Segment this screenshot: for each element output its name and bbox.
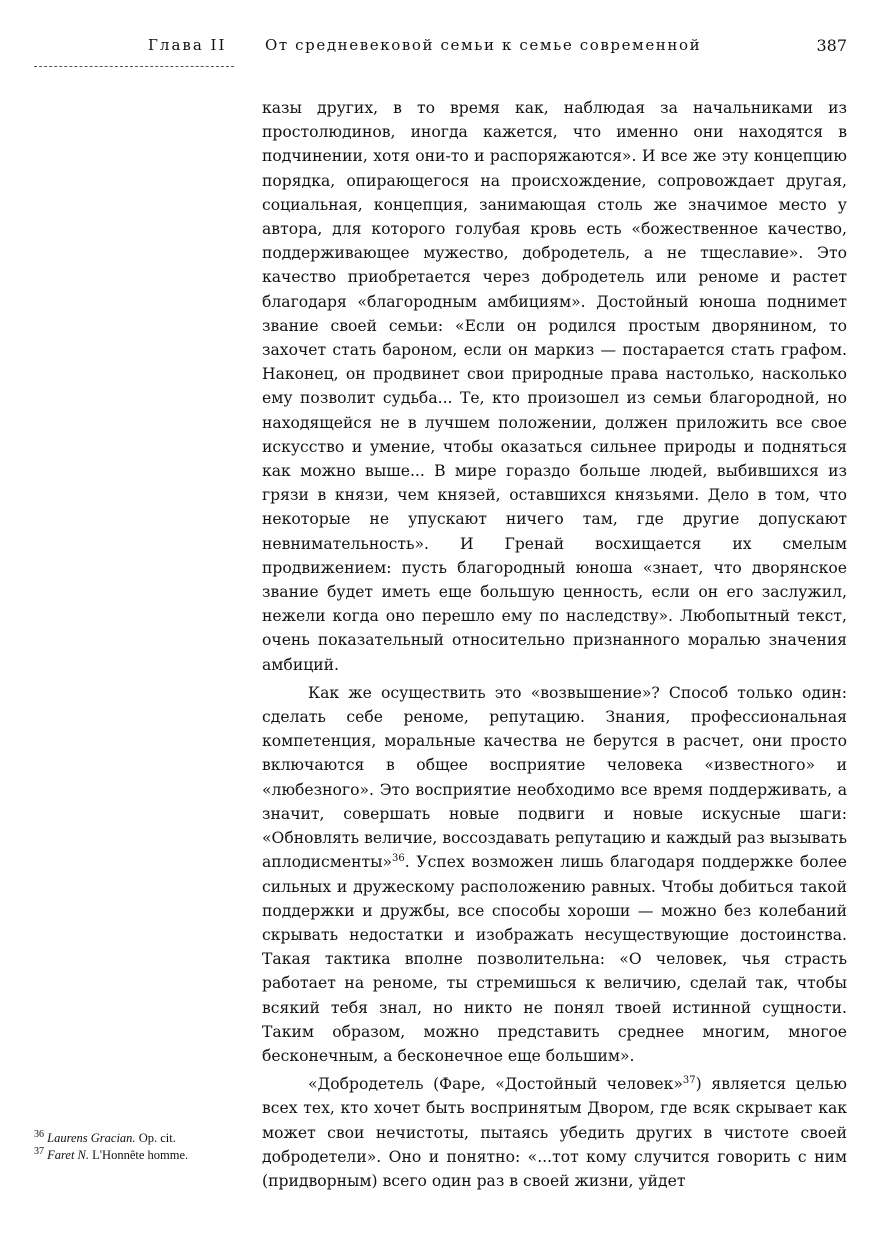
- footnote-number: 37: [34, 1145, 44, 1157]
- paragraph: [262, 681, 847, 1068]
- header-divider: [34, 66, 234, 67]
- footnote: [34, 1130, 254, 1147]
- paragraph-text: ) является целью всех тех, кто хочет быть воспринятым Двором, где всяк скрывает как может свои нечистоты, пытаясь убедить других в чистоте своей добродетели». Оно и понятно: «...тот кому случится говорить с ним (придворным) всего один раз в своей жизни, уйдет: [262, 1075, 847, 1190]
- paragraph-text: казы других, в то время как, наблюдая за начальниками из простолюдинов, иногда кажется, что именно они находятся в подчинении, хотя они-то и распоряжаются». И все же эту концепцию порядка, опирающегося на происхождение, сопровождает другая, социальная, концепция, занимающая столь же значимое место у автора, для которого голубая кровь есть «божественное качество, поддерживающее мужество, добродетель, а не тщеславие». Это качество приобретается через добродетель или реноме и растет благодаря «благородным амбициям». Достойный юноша поднимет звание своей семьи: «Если он родился простым дворянином, то захочет стать бароном, если он маркиз — постарается стать графом. Наконец, он продвинет свои природные права настолько, насколько ему позволит судьба... Те, кто произошел из семьи благородной, но находящейся не в лучшем положении, должен приложить все свое искусство и умение, чтобы оказаться сильнее природы и подняться как можно выше... В мире гораздо больше людей, выбившихся из грязи в князи, чем князей, оставшихся князьями. Дело в том, что некоторые не упускают ничего там, где другие допускают невнимательность». И Гренай восхищается их смелым продвижением: пусть благородный юноша «знает, что дворянское звание будет иметь еще большую ценность, если он его заслужил, нежели когда оно перешло ему по наследству». Любопытный текст, очень показательный относительно признанного моралью значения амбиций.: [262, 99, 847, 674]
- footnotes: [34, 1130, 254, 1164]
- main-text: [262, 96, 847, 1193]
- footnote-source: Op. cit.: [138, 1131, 176, 1145]
- paragraph-text: «Добродетель (Фаре, «Достойный человек»: [308, 1075, 683, 1094]
- running-head: [0, 36, 877, 60]
- paragraph-text: Как же осуществить это «возвышение»? Способ только один: сделать себе реноме, репутацию. Знания, профессиональная компетенция, моральные качества не берутся в расчет, они просто включаются в общее восприятие человека «известного» и «любезного». Это восприятие необходимо все время поддерживать, а значит, совершать новые подвиги и новые искусные шаги: «Обновлять величие, воссоздавать репутацию и каждый раз вызывать аплодисменты»: [262, 683, 847, 872]
- footnote-author: Faret N.: [47, 1148, 90, 1162]
- paragraph: [262, 1072, 847, 1193]
- page-number: 387: [816, 36, 847, 55]
- footnote-ref[interactable]: 37: [682, 1074, 696, 1086]
- footnote-number: 36: [34, 1128, 44, 1140]
- footnote-ref[interactable]: 36: [392, 853, 405, 865]
- chapter-label: Глава II: [148, 36, 227, 54]
- paragraph: [262, 96, 847, 677]
- chapter-title: От средневековой семьи к семье современной: [265, 36, 702, 54]
- footnote-source: L'Honnête homme.: [92, 1148, 189, 1162]
- footnote: [34, 1147, 254, 1164]
- footnote-author: Laurens Gracian.: [47, 1131, 136, 1145]
- paragraph-text: . Успех возможен лишь благодаря поддержке более сильных и дружескому расположению равных. Чтобы добиться такой поддержки и дружбы, все способы хороши — можно без колебаний скрывать недостатки и изображать несуществующие достоинства. Такая тактика вполне позволительна: «О человек, чья страсть работает на реноме, ты стремишься к величию, сделай так, чтобы всякий тебя знал, но никто не понял твоей истинной сущности. Таким образом, можно представить среднее многим, многое бесконечным, а бесконечное еще большим».: [262, 853, 847, 1065]
